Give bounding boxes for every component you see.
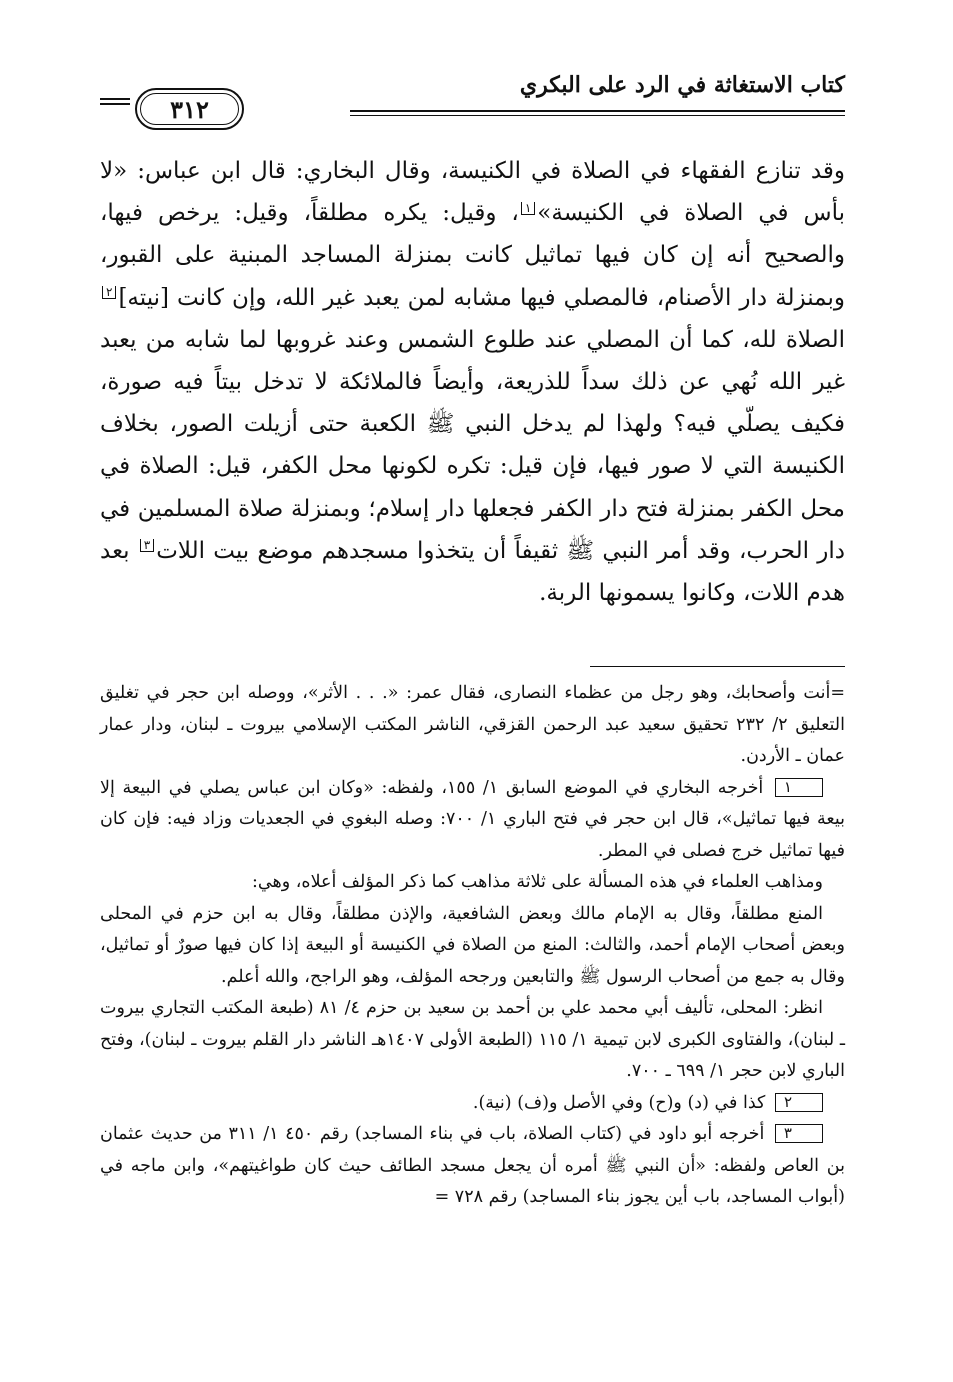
footnote-3-number: ٣ xyxy=(775,1124,823,1143)
footnote-2: ٢ كذا في (د) و(ح) وفي الأصل و(ف) (نية). xyxy=(100,1088,845,1120)
footnote-divider xyxy=(590,666,845,667)
footnote-continuation: =أنت وأصحابك، وهو رجل من عظماء النصارى، فقال عمر: «. . . الأثر»، ووصله ابن حجر في تغليق التعليق ٢/ ٢٣٢ تحقيق سعيد عبد الرحمن القزقي، الناشر المكتب الإسلامي بيروت ـ لبنان، ودار عمار عمان ـ الأردن. xyxy=(100,683,845,766)
footnote-1-paragraph: انظر: المحلى، تأليف أبي محمد علي بن أحمد بن سعيد بن حزم ٤/ ٨١ (طبعة المكتب التجاري بيروت ـ لبنان)، والفتاوى الكبرى لابن تيمية ١/ ١١٥ (الطبعة الأولى ١٤٠٧هـ الناشر دار القلم بيروت ـ لبنان)، وفتح الباري لابن حجر ١/ ٦٩٩ ـ ٧٠٠. xyxy=(100,998,845,1081)
header-rule-bottom xyxy=(350,115,845,116)
footnote-ref-1[interactable]: ١ xyxy=(521,202,535,215)
book-title: كتاب الاستغاثة في الرد على البكري xyxy=(519,72,845,98)
body-paragraph: وقد تنازع الفقهاء في الصلاة في الكنيسة، وقال البخاري: قال ابن عباس: «لا بأس في الصلاة في الكنيسة»١، وقيل: يكره مطلقاً، وقيل: يرخص فيها، والصحيح أنه إن كان فيها تماثيل كانت بمنزلة المساجد المبنية على القبور، وبمنزلة دار الأصنام، فالمصلي فيها مشابه لمن يعبد غير الله، وإن كانت [نيته]٢ الصلاة لله، كما أن المصلي عند طلوع الشمس وعند غروبها لما شابه من يعبد غير الله نُهي عن ذلك سداً للذريعة، وأيضاً فالملائكة لا تدخل بيتاً فيه صورة، فكيف يصلّي فيه؟ ولهذا لم يدخل النبي ﷺ الكعبة حتى أزيلت الصور، بخلاف الكنيسة التي لا صور فيها، فإن قيل: تكره لكونها محل الكفر، قيل: الصلاة في محل الكفر بمنزلة فتح دار الكفر فجعلها دار إسلام؛ وبمنزلة صلاة المسلمين في دار الحرب، وقد أمر النبي ﷺ ثقيفاً أن يتخذوا مسجدهم موضع بيت اللات٣ بعد هدم اللات، وكانوا يسمونها الربة. xyxy=(100,158,846,607)
footnote-ref-3[interactable]: ٣ xyxy=(140,539,154,552)
page-header xyxy=(100,70,845,130)
footnote-1: ١ أخرجه البخاري في الموضع السابق ١/ ١٥٥، ولفظه: «وكان ابن عباس يصلي في البيعة إلا بيعة فيها تماثيل»، قال ابن حجر في فتح الباري ١/ ٧٠٠: وصله البغوي في الجعديات وزاد فيه: فإن كان فيها تماثيل خرج فصلى في المطر. xyxy=(100,777,845,861)
badge-ornament xyxy=(100,98,130,108)
main-text xyxy=(100,150,845,614)
footnotes xyxy=(100,678,845,1214)
footnote-1-number: ١ xyxy=(775,778,823,797)
footnote-ref-2[interactable]: ٢ xyxy=(102,286,116,299)
page-number: ٣١٢ xyxy=(170,94,209,124)
footnote-3: ٣ أخرجه أبو داود في (كتاب الصلاة، باب في بناء المساجد) رقم ٤٥٠ ١/ ٣١١ من حديث عثمان بن العاص ولفظه: «أن النبي ﷺ أمره أن يجعل مسجد الطائف حيث كان طواغيتهم»، وابن ماجه في (أبواب المساجد، باب أين يجوز بناء المساجد) رقم ٧٢٨ = xyxy=(100,1124,845,1207)
footnote-2-number: ٢ xyxy=(775,1093,823,1112)
page-number-badge xyxy=(135,88,244,130)
footnote-1-paragraph: ومذاهب العلماء في هذه المسألة على ثلاثة مذاهب كما ذكر المؤلف أعلاه، وهي: xyxy=(252,872,823,892)
header-rule-top xyxy=(350,110,845,112)
footnote-1-paragraph: المنع مطلقاً، وقال به الإمام مالك وبعض الشافعية، والإذن مطلقاً، وقال به ابن حزم في المحلى وبعض أصحاب الإمام أحمد، والثالث: المنع من الصلاة في الكنيسة أو البيعة إذا كان فيها صورٌ أو تماثيل، وقال به جمع من أصحاب الرسول ﷺ والتابعين ورجحه المؤلف، وهو الراجح، والله أعلم. xyxy=(100,903,845,987)
